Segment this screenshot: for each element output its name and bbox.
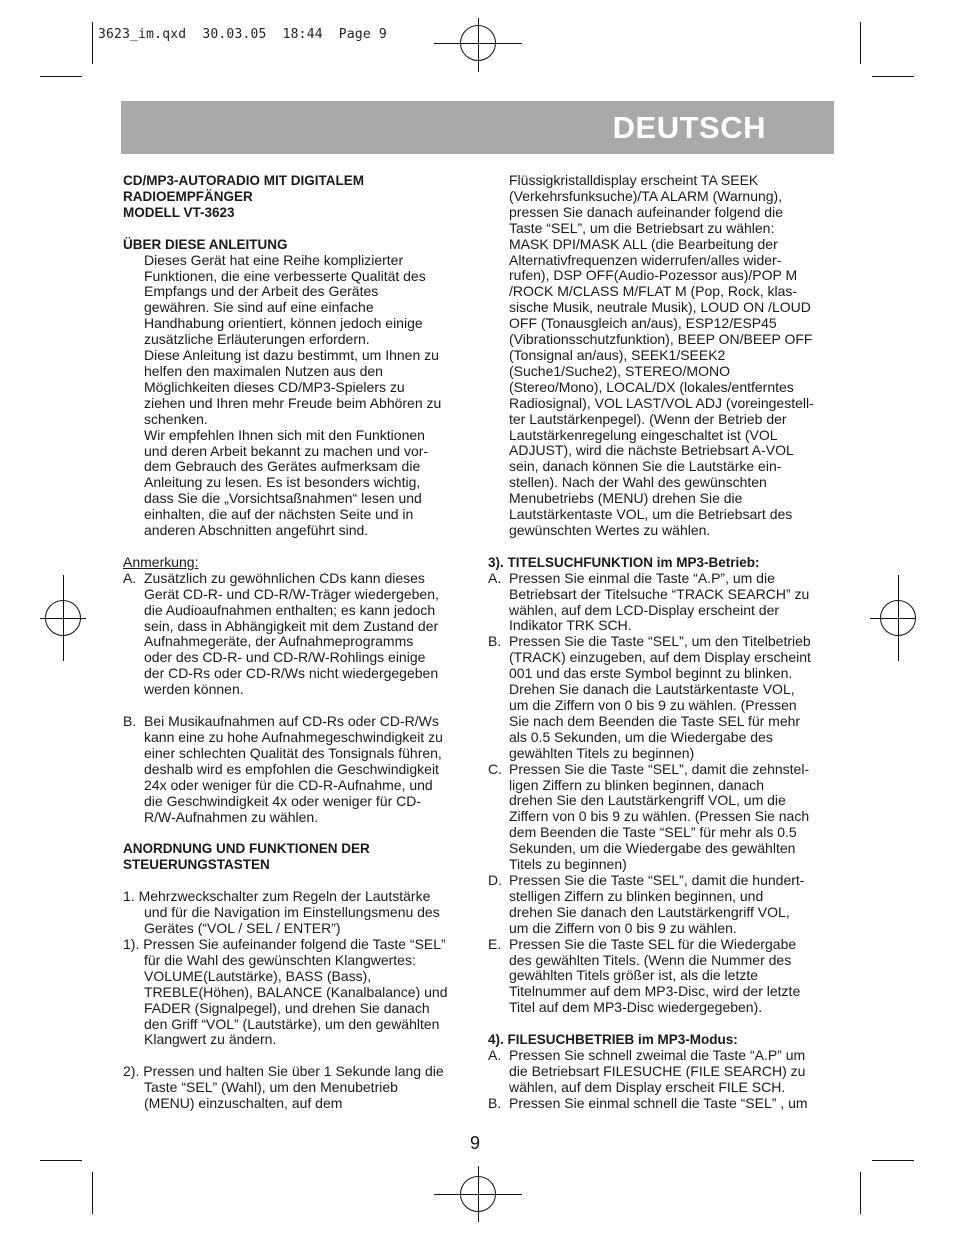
text-line: einer schlechten Qualität des Tonsignals führen, [144,744,442,761]
text-line: 2). Pressen und halten Sie über 1 Sekunde lang die [123,1063,444,1080]
text-line: oder des CD-R- und CD-R/W-Rohlings einige [144,649,426,666]
text-line: pressen Sie danach aufeinander folgend die [509,203,783,220]
section-heading-controls: STEUERUNGSTASTEN [123,857,270,873]
list-marker: A. [123,569,137,586]
text-line: der CD-Rs oder CD-R/Ws nicht wiedergegeben [144,665,439,682]
heading-line: RADIOEMPFÄNGER [123,188,253,204]
text-line: (Verkehrsfunksuche)/TA ALARM (Warnung), [509,187,783,204]
text-line: Zusätzlich zu gewöhnlichen CDs kann dieses [144,569,425,586]
text-line: (Stereo/Mono), LOCAL/DX (lokales/entferntes [509,378,794,395]
text-line: ADJUST), wird die nächste Betriebsart A-VOL [509,442,794,459]
text-line: stelligen Ziffern zu blinken beginnen, und [509,887,764,904]
page-number: 9 [470,1133,481,1153]
note-label: Anmerkung: [123,553,199,570]
text-line: wählen, auf dem LCD-Display erscheint der [509,601,780,618]
text-line: gewünschten Wertes zu wählen. [509,521,711,538]
text-line: Pressen Sie einmal schnell die Taste “SEL” , um [509,1094,808,1111]
text-line: rufen), DSP OFF(Audio-Pozessor aus)/POP M [509,267,798,284]
heading-line: CD/MP3-AUTORADIO MIT DIGITALEM [123,173,364,188]
item1p-continuation [123,953,468,1048]
list-marker: B. [123,713,137,730]
text-line: stellen). Nach der Wahl des gewünschten [509,474,767,491]
text-line: Klangwert zu ändern. [144,1031,277,1048]
text-line: Ziffern von 0 bis 9 zu wählen. (Pressen Sie nach [509,808,810,825]
text-line: TREBLE(Höhen), BALANCE (Kanalbalance) und [144,983,448,1000]
text-line: gewählten Titels zu beginnen) [509,744,695,761]
text-line: Taste “SEL”, um die Betriebsart zu wählen: [509,219,775,236]
text-line: Empfangs und der Arbeit des Gerätes [144,283,379,300]
text-line: MASK DPI/MASK ALL (die Bearbeitung der [509,235,778,252]
text-line: Menubetriebs (MENU) drehen Sie die [509,490,743,507]
text-line: Titels zu beginnen) [509,856,627,873]
list-marker: C. [488,760,502,777]
text-line: den Griff “VOL” (Lautstärke), um den gewählten [144,1015,440,1032]
list-marker: A. [488,1047,502,1064]
text-line: (MENU) einzuschalten, auf dem [144,1095,343,1112]
heading-line: MODELL VT-3623 [123,204,235,220]
text-line: Indikator TRK SCH. [509,617,632,634]
text-line: und für die Navigation im Einstellungsmenu des [144,904,440,921]
track-search-step-e [488,937,833,1017]
menu-continuation [488,173,833,539]
text-line: Möglichkeiten dieses CD/MP3-Spielers zu [144,378,405,395]
text-line: Dieses Gerät hat eine Reihe komplizierter [144,251,404,268]
section-heading-track-search: 3). TITELSUCHFUNKTION im MP3-Betrieb: [488,554,760,570]
text-line: drehen Sie den Lautstärkengriff VOL, um die [509,792,786,809]
item2p-continuation [123,1080,468,1112]
text-line: dem Gebrauch des Gerätes aufmerksam die [144,458,421,475]
text-line: deshalb wird es empfohlen die Geschwindigkeit [144,760,439,777]
list-marker: B. [488,633,502,650]
text-line: Pressen Sie die Taste “SEL”, um den Titelbetrieb [509,633,811,650]
text-line: um die Ziffern von 0 bis 9 zu wählen. [509,919,737,936]
text-line: Pressen Sie die Taste “SEL”, damit die zehnstel- [509,760,810,777]
text-line: Alternativfrequenzen widerrufen/alles wider- [509,251,782,268]
section-heading-about: ÜBER DIESE ANLEITUNG [123,236,288,252]
text-line: Taste “SEL” (Wahl), um den Menubetrieb [144,1079,398,1096]
text-line: 001 und das erste Symbol beginnt zu blinken. [509,665,793,682]
product-heading [123,173,468,221]
track-search-step-d [488,873,833,937]
text-line: R/W-Aufnahmen zu wählen. [144,808,319,825]
text-line: 1. Mehrzweckschalter zum Regeln der Lautstärke [123,888,431,905]
text-line: für die Wahl des gewünschten Klangwertes: [144,951,416,968]
text-line: /ROCK M/CLASS M/FLAT M (Pop, Rock, klas- [509,283,798,300]
text-line: (Vibrationsschutzfunktion), BEEP ON/BEEP OFF [509,331,813,348]
text-line: als 0.5 Sekunden, um die Wiedergabe des [509,728,773,745]
text-line: die Geschwindigkeit 4x oder weniger für CD- [144,792,422,809]
file-slug: 3623_im.qxd 30.03.05 18:44 Page 9 [98,27,387,42]
text-line: Betriebsart der Titelsuche “TRACK SEARCH” zu [509,585,810,602]
list-marker: B. [488,1094,502,1111]
text-line: Anleitung zu lesen. Es ist besonders wichtig, [144,474,421,491]
text-line: ter Lautstärkenpegel). (Wenn der Betrieb der [509,410,787,427]
text-line: Handhabung orientiert, können jedoch einige [144,315,423,332]
text-line: Gerät CD-R- und CD-R/W-Träger wiedergeben, [144,585,439,602]
text-line: die Audioaufnahmen enthalten; es kann jedoch [144,601,436,618]
text-line: Funktionen, die eine verbesserte Qualität des [144,267,426,284]
text-line: schenken. [144,410,208,427]
text-line: drehen Sie danach den Lautstärkengriff VOL, [509,903,790,920]
text-line: Titel auf dem MP3-Disc wiedergegeben). [509,999,763,1016]
text-line: Sekunden, um die Wiedergabe des gewählten [509,840,796,857]
text-line: Pressen Sie die Taste SEL für die Wiedergabe [509,935,797,952]
text-line: dass Sie die „Vorsichtsaßnahmen“ lesen und [144,490,422,507]
text-line: Drehen Sie danach die Lautstärkentaste VOL, [509,681,795,698]
text-line: Pressen Sie die Taste “SEL”, damit die hundert- [509,871,805,888]
text-line: Lautstärkenregelung eingeschaltet ist (VOL [509,426,778,443]
text-line: wählen, auf dem Display erscheit FILE SCH. [509,1078,786,1095]
section-heading-controls: ANORDNUNG UND FUNKTIONEN DER [123,841,370,857]
track-search-step-b [488,634,833,761]
text-line: OFF (Tonausgleich an/aus), ESP12/ESP45 [509,315,777,332]
text-line: Diese Anleitung ist dazu bestimmt, um Ihnen zu [144,347,439,364]
note-item-a [123,571,468,698]
text-line: einhalten, die auf der nächsten Seite und in [144,506,414,523]
text-line: und deren Arbeit bekannt zu machen und vor- [144,442,429,459]
track-search-step-a [488,571,833,635]
text-line: (TRACK) einzugeben, auf dem Display erscheint [509,649,811,666]
text-line: die Betriebsart FILESUCHE (FILE SEARCH) zu [509,1062,806,1079]
text-line: Pressen Sie einmal die Taste “A.P”, um die [509,569,775,586]
text-line: gewähren. Sie sind auf eine einfache [144,299,374,316]
text-line: (Suche1/Suche2), STEREO/MONO [509,362,730,379]
text-line: zusätzliche Erläuterungen erfordern. [144,331,370,348]
text-line: ziehen und Ihren mehr Freude beim Abhören zu [144,394,442,411]
right-column [488,173,833,1112]
note-item-b [123,714,468,825]
text-line: Bei Musikaufnahmen auf CD-Rs oder CD-R/Ws [144,713,439,730]
text-line: sische Musik, neutrale Musik), LOUD ON /LOUD [509,299,811,316]
banner-title: DEUTSCH [612,110,766,145]
text-line: Aufnahmegeräte, der Aufnahmeprogramms [144,633,414,650]
intro-paragraph [123,253,468,539]
text-line: Pressen Sie schnell zweimal die Taste “A.P” um [509,1047,806,1064]
text-line: gewählten Titels größer ist, als die letzte [509,967,759,984]
text-line: sein, danach können Sie die Lautstärke ein- [509,458,782,475]
text-line: anderen Abschnitten angeführt sind. [144,522,369,539]
left-column [123,173,468,1112]
text-line: werden können. [144,681,244,698]
text-line: 1). Pressen Sie aufeinander folgend die Taste “SEL” [123,935,446,952]
text-line: um die Ziffern von 0 bis 9 zu wählen. (Pressen [509,697,797,713]
text-line: des gewählten Titels. (Wenn die Nummer des [509,951,792,968]
track-search-step-c [488,762,833,873]
item1-continuation [123,905,468,937]
list-marker: D. [488,871,502,888]
text-line: Gerätes (“VOL / SEL / ENTER”) [144,920,341,937]
text-line: Sie nach dem Beenden die Taste SEL für mehr [509,712,801,729]
text-line: Wir empfehlen Ihnen sich mit den Funktionen [144,426,425,443]
text-line: 24x oder weniger für die CD-R-Aufnahme, und [144,776,433,793]
file-search-step-a [488,1048,833,1096]
text-line: Lautstärkentaste VOL, um die Betriebsart des [509,506,793,523]
text-line: Radiosignal), VOL LAST/VOL ADJ (voreingestell- [509,394,814,411]
section-heading-file-search: 4). FILESUCHBETRIEB im MP3-Modus: [488,1032,738,1048]
text-line: FADER (Signalpegel), und drehen Sie danach [144,999,430,1016]
text-line: ligen Ziffern zu blinken beginnen, danach [509,776,765,793]
list-marker: E. [488,935,502,952]
text-line: (Tonsignal an/aus), SEEK1/SEEK2 [509,346,726,363]
text-line: sein, dass in Abhängigkeit mit dem Zustand der [144,617,439,634]
text-line: kann eine zu hohe Aufnahmegeschwindigkeit zu [144,729,443,745]
text-line: helfen den maximalen Nutzen aus den [144,362,383,379]
text-line: dem Beenden die Taste “SEL” für mehr als 0.5 [509,824,797,841]
text-line: VOLUME(Lautstärke), BASS (Bass), [144,967,372,984]
language-banner [121,101,834,154]
text-line: Flüssigkristalldisplay erscheint TA SEEK [509,172,759,188]
file-search-step-b [488,1096,833,1112]
list-marker: A. [488,569,502,586]
text-line: Titelnummer auf dem MP3-Disc, wird der letzte [509,983,801,1000]
